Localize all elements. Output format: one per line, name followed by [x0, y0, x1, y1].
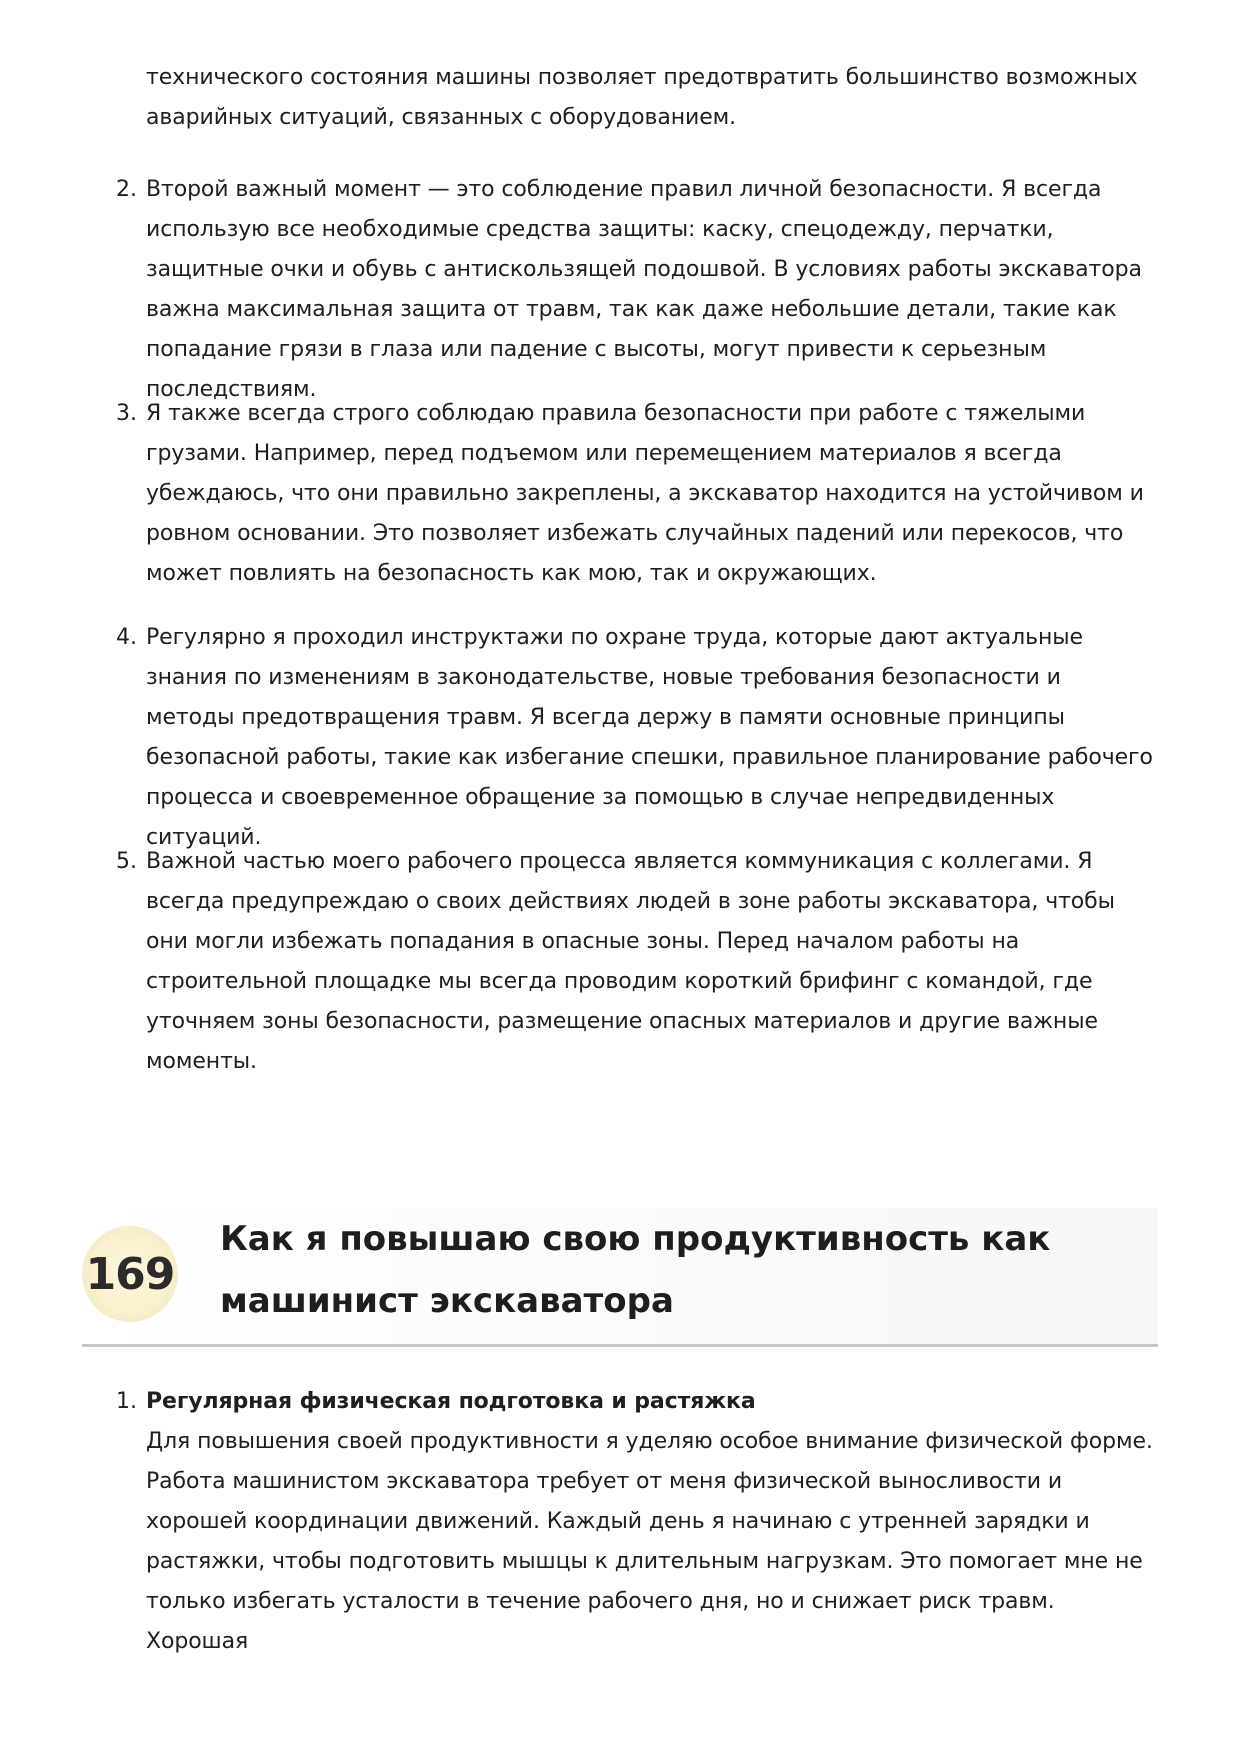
- list-item-heading: Регулярная физическая подготовка и растяжка: [146, 1389, 756, 1414]
- list-item-number: 4.: [116, 625, 137, 650]
- list-item-number: 5.: [116, 849, 137, 874]
- list-item: [0, 1382, 1239, 1662]
- section-title-line-2: машинист экскаватора: [220, 1281, 674, 1321]
- section-title-line-1: Как я повышаю свою продуктивность как: [220, 1219, 1051, 1259]
- section-number-badge: [82, 1226, 178, 1322]
- list-item: [0, 394, 1239, 618]
- section-title: [220, 1208, 1140, 1332]
- section-number: 169: [85, 1248, 175, 1300]
- list-item-text: Я также всегда строго соблюдаю правила безопасности при работе с тяжелыми грузами. Например, перед подъемом или перемещением материалов я всегда убеждаюсь, что они правильно закреплены, а экскаватор находится на устойчивом и ровном основании. Это позволяет избежать случайных падений или перекосов, что может повлиять на безопасность как мою, так и окружающих.: [146, 401, 1144, 586]
- safety-list: [0, 170, 1239, 1074]
- list-item: [0, 170, 1239, 402]
- list-item-number: 1.: [116, 1389, 137, 1414]
- productivity-list: [0, 1382, 1239, 1662]
- list-item-text: Для повышения своей продуктивности я уделяю особое внимание физической форме. Работа машинистом экскаватора требует от меня физической выносливости и хорошей координации движений. Каждый день я начинаю с утренней зарядки и растяжки, чтобы подготовить мышцы к длительным нагрузкам. Это помогает мне не только избегать усталости в течение рабочего дня, но и снижает риск травм. Хорошая: [146, 1429, 1153, 1654]
- section-header: [82, 1208, 1158, 1347]
- list-item: [0, 618, 1239, 850]
- list-item-body: [146, 1382, 1156, 1662]
- list-item-text: Регулярно я проходил инструктажи по охране труда, которые дают актуальные знания по изменениям в законодательстве, новые требования безопасности и методы предотвращения травм. Я всегда держу в памяти основные принципы безопасной работы, такие как избегание спешки, правильное планирование рабочего процесса и своевременное обращение за помощью в случае непредвиденных ситуаций.: [146, 625, 1153, 850]
- list-item-number: 2.: [116, 177, 137, 202]
- list-item-number: 3.: [116, 401, 137, 426]
- list-item: [0, 842, 1239, 1074]
- continuation-paragraph: технического состояния машины позволяет предотвратить большинство возможных аварийных ситуаций, связанных с оборудованием.: [146, 65, 1138, 130]
- list-item-text: Второй важный момент — это соблюдение правил личной безопасности. Я всегда использую все необходимые средства защиты: каску, спецодежду, перчатки, защитные очки и обувь с антискользящей подошвой. В условиях работы экскаватора важна максимальная защита от травм, так как даже небольшие детали, такие как попадание грязи в глаза или падение с высоты, могут привести к серьезным последствиям.: [146, 177, 1142, 402]
- list-item-text: Важной частью моего рабочего процесса является коммуникация с коллегами. Я всегда предупреждаю о своих действиях людей в зоне работы экскаватора, чтобы они могли избежать попадания в опасные зоны. Перед началом работы на строительной площадке мы всегда проводим короткий брифинг с командой, где уточняем зоны безопасности, размещение опасных материалов и другие важные моменты.: [146, 849, 1115, 1074]
